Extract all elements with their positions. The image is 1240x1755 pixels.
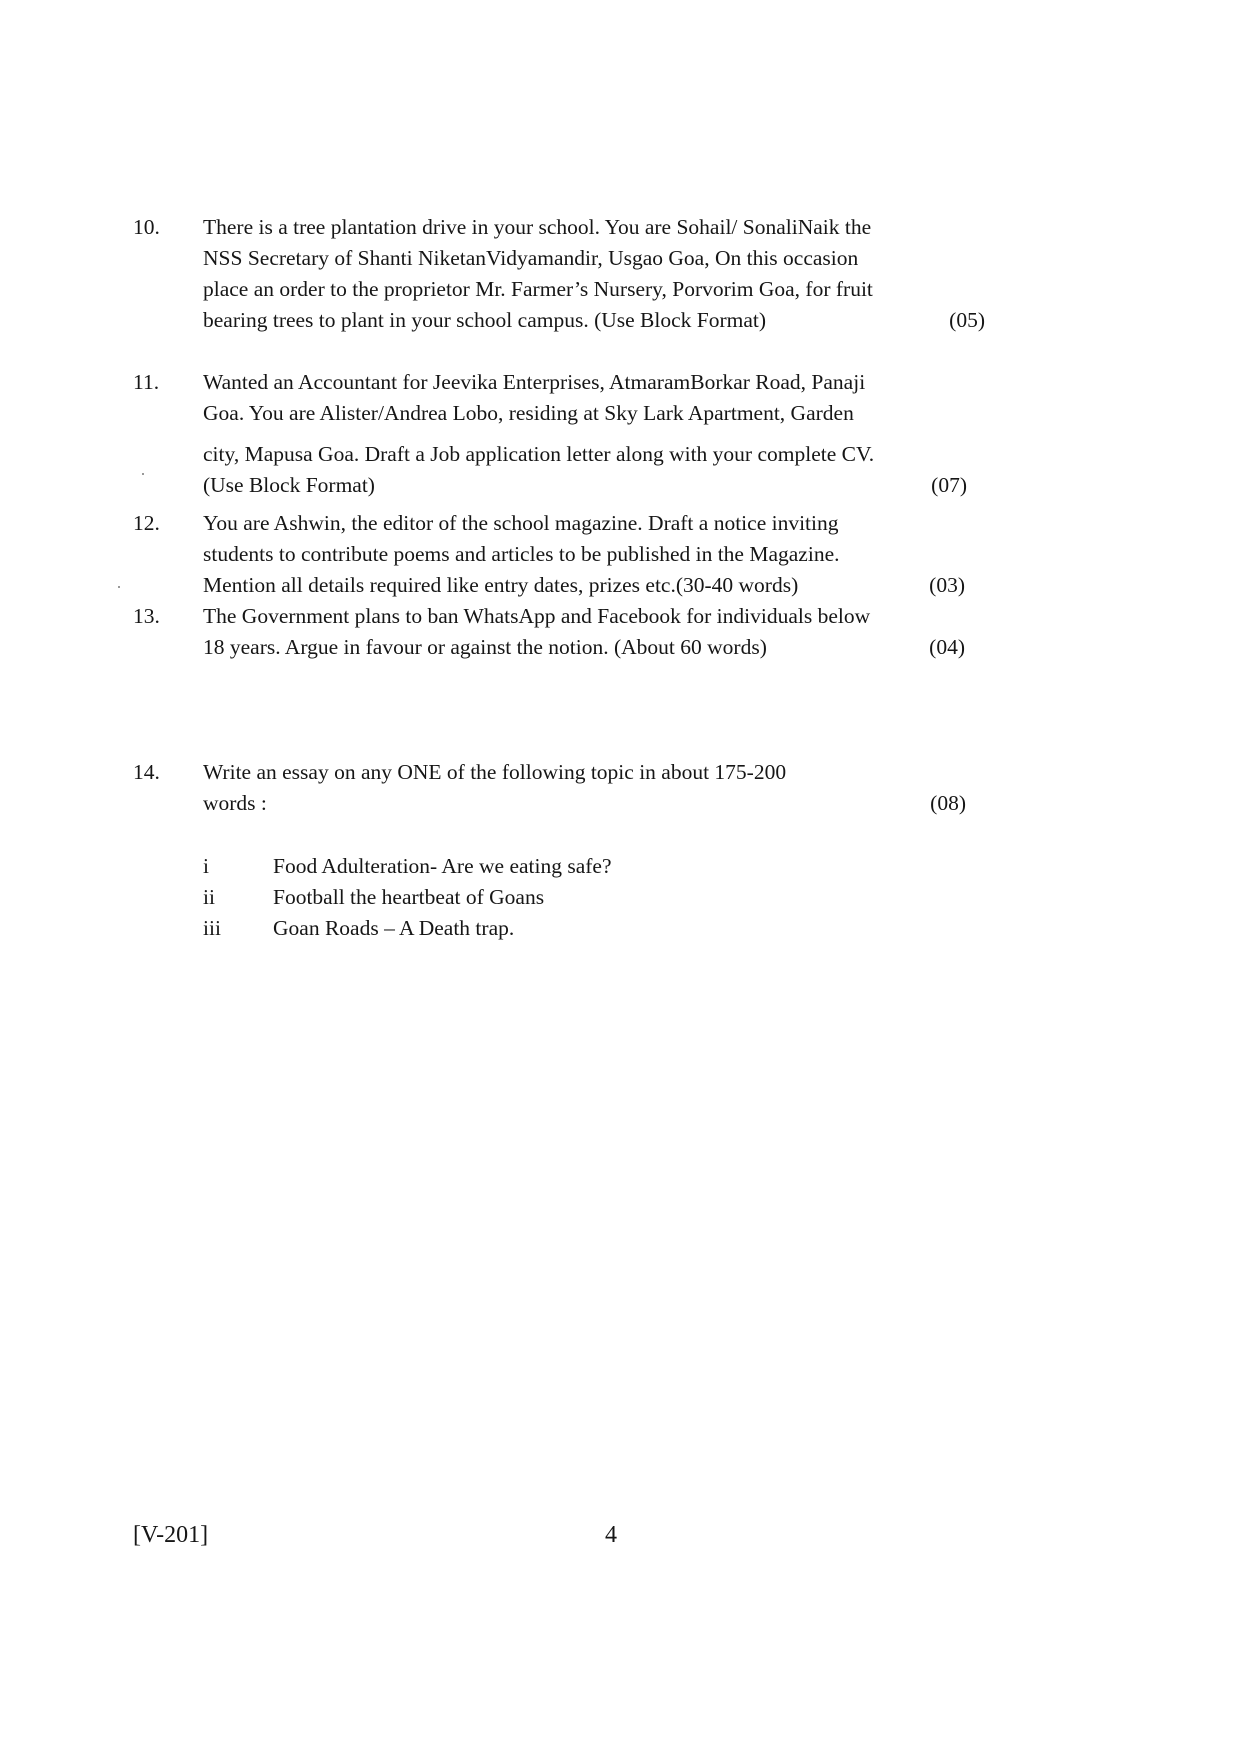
question-text [203,757,966,819]
question-number: 11. [133,370,160,394]
question-13 [133,601,963,663]
option-numeral: iii [203,916,221,940]
option-text: Football the heartbeat of Goans [273,885,545,909]
question-line: Goa. You are Alister/Andrea Lobo, residing at Sky Lark Apartment, Garden [203,401,854,425]
question-text [203,601,963,663]
question-line [203,570,963,601]
question-number: 12. [133,511,160,535]
option-numeral: ii [203,885,215,909]
question-text [203,367,967,501]
question-line: place an order to the proprietor Mr. Farmer’s Nursery, Porvorim Goa, for fruit [203,277,873,301]
question-marks: (08) [930,791,966,815]
question-line [203,788,966,819]
question-marks: (03) [929,573,965,597]
question-line [203,470,967,501]
question-line-text: bearing trees to plant in your school campus. (Use Block Format) [203,308,767,332]
question-line: There is a tree plantation drive in your school. You are Sohail/ SonaliNaik the [203,215,872,239]
question-line: You are Ashwin, the editor of the school magazine. Draft a notice inviting [203,511,839,535]
question-text [203,212,985,336]
question-line: The Government plans to ban WhatsApp and Facebook for individuals below [203,604,871,628]
question-line: NSS Secretary of Shanti NiketanVidyamandir, Usgao Goa, On this occasion [203,246,859,270]
question-marks: (05) [949,308,985,332]
question-line: Wanted an Accountant for Jeevika Enterprises, AtmaramBorkar Road, Panaji [203,370,866,394]
question-number: 10. [133,215,160,239]
question-line [203,632,963,663]
question-line: Write an essay on any ONE of the following topic in about 175-200 [203,760,787,784]
question-line-text: Mention all details required like entry dates, prizes etc.(30-40 words) [203,573,799,597]
scan-speck [118,586,120,588]
question-number: 13. [133,604,160,628]
question-marks: (04) [929,635,965,659]
option-text: Goan Roads – A Death trap. [273,916,515,940]
question-line-text: 18 years. Argue in favour or against the notion. (About 60 words) [203,635,767,659]
question-11 [133,367,967,507]
question-line-text: (Use Block Format) [203,473,375,497]
question-line: city, Mapusa Goa. Draft a Job application letter along with your complete CV. [203,442,875,466]
scan-speck [142,473,144,475]
question-line-text: words : [203,791,267,815]
question-line [203,305,985,336]
paper-code: [V-201] [133,1522,209,1548]
option-numeral: i [203,854,209,878]
question-14 [133,757,966,819]
page-number: 4 [605,1522,617,1548]
question-12 [133,508,963,601]
question-text [203,508,963,601]
question-number: 14. [133,760,160,784]
question-10 [133,212,985,336]
option-text: Food Adulteration- Are we eating safe? [273,854,612,878]
question-marks: (07) [931,473,967,497]
question-line: students to contribute poems and articles to be published in the Magazine. [203,542,840,566]
